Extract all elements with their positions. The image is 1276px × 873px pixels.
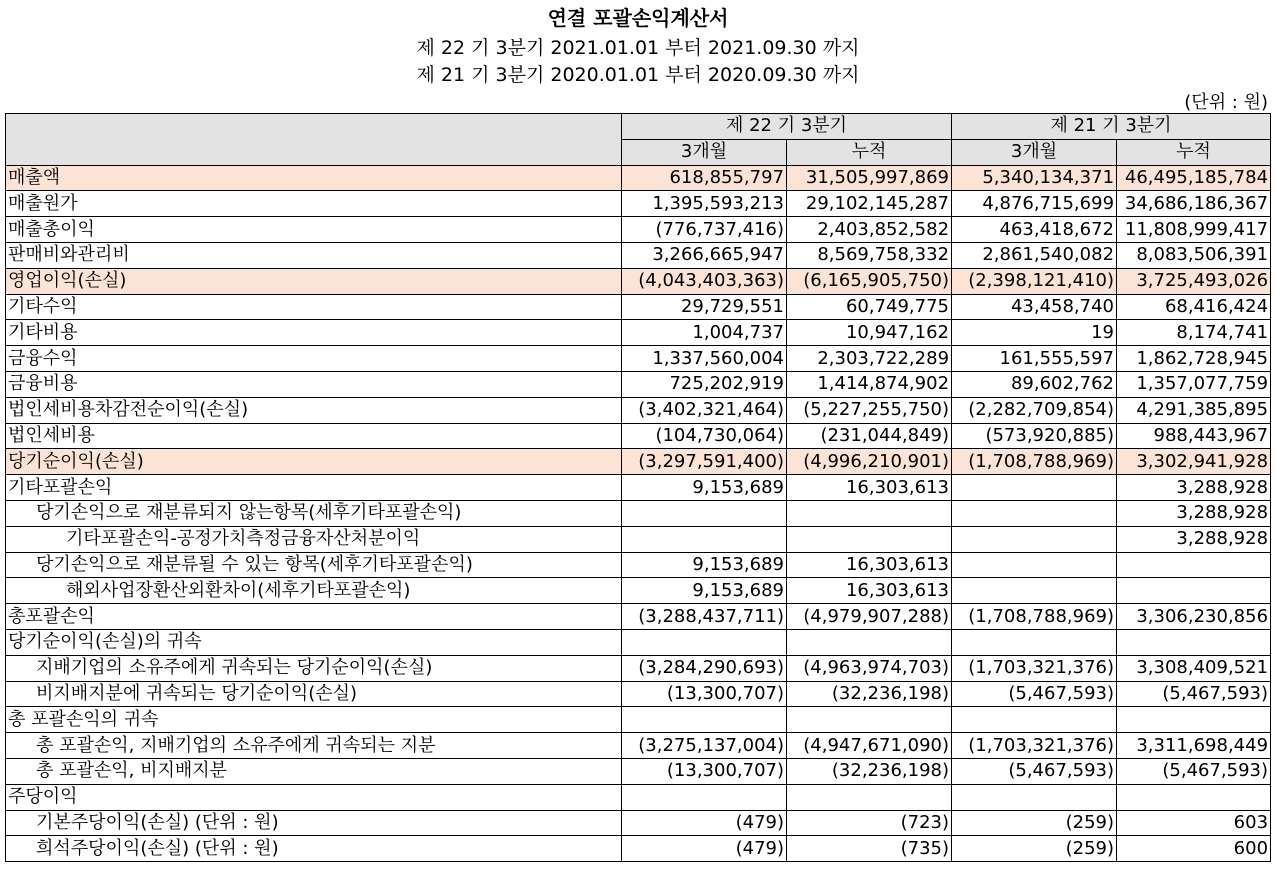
- cell: 2,403,852,582: [787, 217, 952, 243]
- cell: (3,297,591,400): [622, 449, 787, 475]
- cell: (735): [787, 836, 952, 862]
- row-label: 매출액: [6, 165, 622, 191]
- table-row: [6, 191, 1271, 217]
- row-label: 법인세비용차감전순이익(손실): [6, 397, 622, 423]
- cell: [952, 552, 1117, 578]
- cell: [952, 578, 1117, 604]
- table-row: [6, 217, 1271, 243]
- cell: 4,876,715,699: [952, 191, 1117, 217]
- cell: (2,282,709,854): [952, 397, 1117, 423]
- cell: (6,165,905,750): [787, 268, 952, 294]
- cell: 29,102,145,287: [787, 191, 952, 217]
- cell: [622, 629, 787, 655]
- table-row: [6, 449, 1271, 475]
- cell: [1117, 578, 1271, 604]
- cell: (5,467,593): [1117, 758, 1271, 784]
- cell: [952, 784, 1117, 810]
- table-row: [6, 371, 1271, 397]
- cell: [952, 707, 1117, 733]
- unit-label: (단위 : 원): [1184, 92, 1268, 113]
- cell: (479): [622, 836, 787, 862]
- row-label: 비지배지분에 귀속되는 당기순이익(손실): [6, 681, 622, 707]
- cell: (5,467,593): [1117, 681, 1271, 707]
- row-label: 판매비와관리비: [6, 242, 622, 268]
- cell: (32,236,198): [787, 681, 952, 707]
- row-label: 당기순이익(손실)의 귀속: [6, 629, 622, 655]
- cell: (4,947,671,090): [787, 733, 952, 759]
- cell: (4,979,907,288): [787, 604, 952, 630]
- table-row: [6, 707, 1271, 733]
- row-label: 총 포괄손익, 비지배지분: [6, 758, 622, 784]
- cell: [1117, 629, 1271, 655]
- header-col: 누적: [1117, 139, 1271, 165]
- row-label: 매출총이익: [6, 217, 622, 243]
- table-row: [6, 500, 1271, 526]
- row-label: 영업이익(손실): [6, 268, 622, 294]
- cell: 3,288,928: [1117, 526, 1271, 552]
- cell: (3,284,290,693): [622, 655, 787, 681]
- row-label: 희석주당이익(손실) (단위 : 원): [6, 836, 622, 862]
- cell: 16,303,613: [787, 578, 952, 604]
- cell: [787, 526, 952, 552]
- cell: 1,862,728,945: [1117, 346, 1271, 372]
- header-col: 3개월: [952, 139, 1117, 165]
- cell: (231,044,849): [787, 423, 952, 449]
- row-label: 금융비용: [6, 371, 622, 397]
- cell: 16,303,613: [787, 552, 952, 578]
- cell: [787, 500, 952, 526]
- cell: (573,920,885): [952, 423, 1117, 449]
- cell: 46,495,185,784: [1117, 165, 1271, 191]
- cell: 11,808,999,417: [1117, 217, 1271, 243]
- cell: (5,467,593): [952, 758, 1117, 784]
- row-label: 기타포괄손익: [6, 475, 622, 501]
- cell: 5,340,134,371: [952, 165, 1117, 191]
- cell: (4,996,210,901): [787, 449, 952, 475]
- cell: [1117, 784, 1271, 810]
- cell: 9,153,689: [622, 552, 787, 578]
- table-row: [6, 629, 1271, 655]
- table-row: [6, 268, 1271, 294]
- cell: (1,708,788,969): [952, 449, 1117, 475]
- table-row: [6, 758, 1271, 784]
- cell: 3,311,698,449: [1117, 733, 1271, 759]
- table-row: [6, 526, 1271, 552]
- table-row: [6, 552, 1271, 578]
- row-label: 매출원가: [6, 191, 622, 217]
- row-label: 해외사업장환산외환차이(세후기타포괄손익): [6, 578, 622, 604]
- cell: 161,555,597: [952, 346, 1117, 372]
- cell: [952, 629, 1117, 655]
- cell: (259): [952, 810, 1117, 836]
- cell: 603: [1117, 810, 1271, 836]
- cell: 1,414,874,902: [787, 371, 952, 397]
- cell: [952, 526, 1117, 552]
- header-col: 3개월: [622, 139, 787, 165]
- table-row: [6, 655, 1271, 681]
- cell: 8,569,758,332: [787, 242, 952, 268]
- table-row: [6, 242, 1271, 268]
- row-label: 기본주당이익(손실) (단위 : 원): [6, 810, 622, 836]
- table-row: [6, 320, 1271, 346]
- cell: 9,153,689: [622, 475, 787, 501]
- cell: 600: [1117, 836, 1271, 862]
- cell: 68,416,424: [1117, 294, 1271, 320]
- table-row: [6, 165, 1271, 191]
- cell: [1117, 552, 1271, 578]
- cell: 3,308,409,521: [1117, 655, 1271, 681]
- cell: 618,855,797: [622, 165, 787, 191]
- cell: [952, 475, 1117, 501]
- cell: (32,236,198): [787, 758, 952, 784]
- row-label: 당기순이익(손실): [6, 449, 622, 475]
- cell: 1,357,077,759: [1117, 371, 1271, 397]
- cell: 8,083,506,391: [1117, 242, 1271, 268]
- period-current: 제 22 기 3분기 2021.01.01 부터 2021.09.30 까지: [416, 37, 860, 59]
- table-row: [6, 475, 1271, 501]
- table-row: [6, 346, 1271, 372]
- row-label: 금융수익: [6, 346, 622, 372]
- row-label: 총포괄손익: [6, 604, 622, 630]
- cell: (5,227,255,750): [787, 397, 952, 423]
- cell: 60,749,775: [787, 294, 952, 320]
- cell: [1117, 707, 1271, 733]
- cell: [622, 707, 787, 733]
- cell: 31,505,997,869: [787, 165, 952, 191]
- cell: (3,288,437,711): [622, 604, 787, 630]
- cell: (2,398,121,410): [952, 268, 1117, 294]
- cell: [622, 500, 787, 526]
- row-label: 당기손익으로 재분류될 수 있는 항목(세후기타포괄손익): [6, 552, 622, 578]
- cell: 2,861,540,082: [952, 242, 1117, 268]
- cell: (1,708,788,969): [952, 604, 1117, 630]
- row-label: 기타포괄손익-공정가치측정금융자산처분이익: [6, 526, 622, 552]
- row-label: 당기손익으로 재분류되지 않는항목(세후기타포괄손익): [6, 500, 622, 526]
- income-statement-table: [5, 113, 1271, 862]
- cell: (3,402,321,464): [622, 397, 787, 423]
- cell: (3,275,137,004): [622, 733, 787, 759]
- row-label: 총 포괄손익, 지배기업의 소유주에게 귀속되는 지분: [6, 733, 622, 759]
- cell: 89,602,762: [952, 371, 1117, 397]
- cell: 1,337,560,004: [622, 346, 787, 372]
- cell: [787, 629, 952, 655]
- cell: 988,443,967: [1117, 423, 1271, 449]
- cell: [622, 526, 787, 552]
- cell: 9,153,689: [622, 578, 787, 604]
- period-prior: 제 21 기 3분기 2020.01.01 부터 2020.09.30 까지: [416, 64, 860, 86]
- cell: (5,467,593): [952, 681, 1117, 707]
- header-blank: [6, 114, 622, 166]
- cell: 463,418,672: [952, 217, 1117, 243]
- row-label: 총 포괄손익의 귀속: [6, 707, 622, 733]
- row-label: 법인세비용: [6, 423, 622, 449]
- cell: (723): [787, 810, 952, 836]
- cell: 43,458,740: [952, 294, 1117, 320]
- cell: 3,725,493,026: [1117, 268, 1271, 294]
- cell: 2,303,722,289: [787, 346, 952, 372]
- cell: (479): [622, 810, 787, 836]
- cell: 3,266,665,947: [622, 242, 787, 268]
- cell: (4,043,403,363): [622, 268, 787, 294]
- cell: 4,291,385,895: [1117, 397, 1271, 423]
- cell: (259): [952, 836, 1117, 862]
- cell: 725,202,919: [622, 371, 787, 397]
- cell: 3,302,941,928: [1117, 449, 1271, 475]
- table-row: [6, 578, 1271, 604]
- cell: 29,729,551: [622, 294, 787, 320]
- table-row: [6, 604, 1271, 630]
- header-col: 누적: [787, 139, 952, 165]
- cell: (1,703,321,376): [952, 733, 1117, 759]
- cell: [787, 707, 952, 733]
- cell: 16,303,613: [787, 475, 952, 501]
- cell: 3,288,928: [1117, 475, 1271, 501]
- table-row: [6, 423, 1271, 449]
- table-row: [6, 784, 1271, 810]
- cell: [952, 500, 1117, 526]
- cell: 3,288,928: [1117, 500, 1271, 526]
- cell: (4,963,974,703): [787, 655, 952, 681]
- table-row: [6, 810, 1271, 836]
- table-row: [6, 397, 1271, 423]
- cell: [622, 784, 787, 810]
- cell: (776,737,416): [622, 217, 787, 243]
- cell: 8,174,741: [1117, 320, 1271, 346]
- row-label: 기타수익: [6, 294, 622, 320]
- cell: 19: [952, 320, 1117, 346]
- row-label: 주당이익: [6, 784, 622, 810]
- cell: (13,300,707): [622, 681, 787, 707]
- table-row: [6, 681, 1271, 707]
- table-row: [6, 836, 1271, 862]
- cell: 1,004,737: [622, 320, 787, 346]
- cell: 10,947,162: [787, 320, 952, 346]
- cell: [787, 784, 952, 810]
- cell: 3,306,230,856: [1117, 604, 1271, 630]
- row-label: 기타비용: [6, 320, 622, 346]
- table-row: [6, 733, 1271, 759]
- row-label: 지배기업의 소유주에게 귀속되는 당기순이익(손실): [6, 655, 622, 681]
- cell: 1,395,593,213: [622, 191, 787, 217]
- cell: (13,300,707): [622, 758, 787, 784]
- cell: (1,703,321,376): [952, 655, 1117, 681]
- page-title: 연결 포괄손익계산서: [547, 6, 729, 30]
- cell: 34,686,186,367: [1117, 191, 1271, 217]
- table-row: [6, 294, 1271, 320]
- header-group-current: 제 22 기 3분기: [622, 114, 952, 140]
- header-group-prior: 제 21 기 3분기: [952, 114, 1271, 140]
- cell: (104,730,064): [622, 423, 787, 449]
